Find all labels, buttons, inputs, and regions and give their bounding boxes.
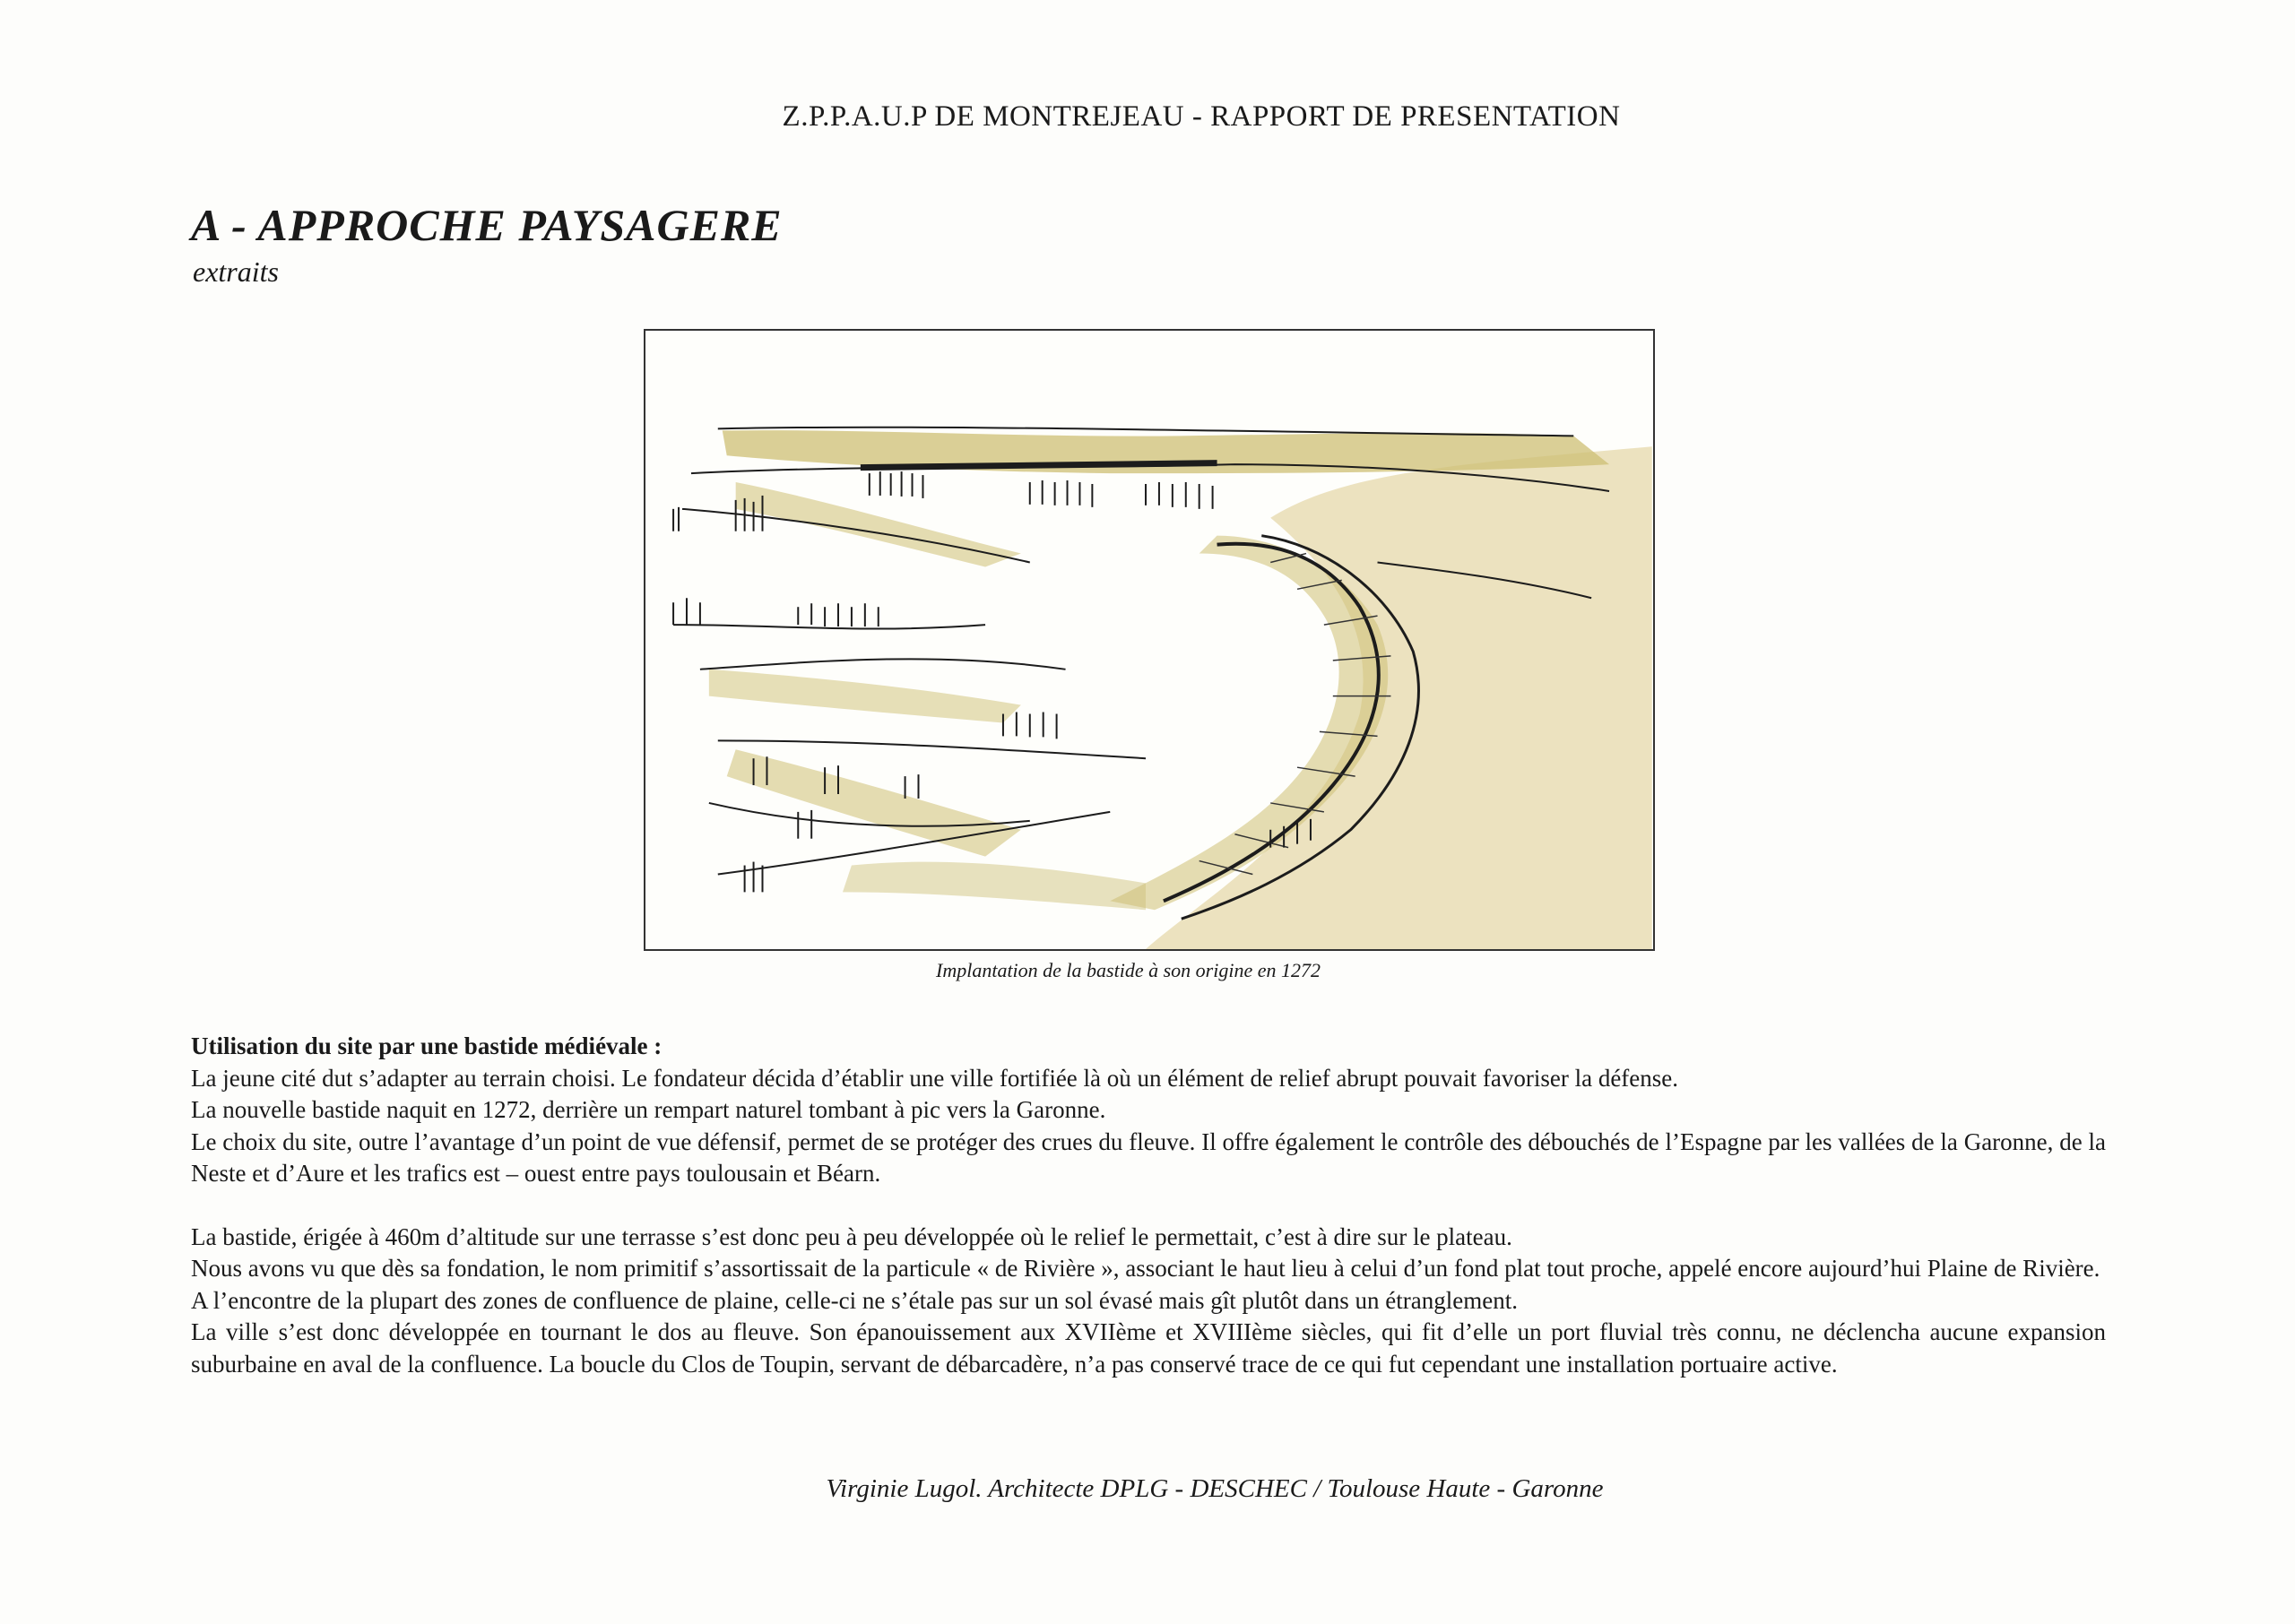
paragraph: A l’encontre de la plupart des zones de confluence de plaine, celle-ci ne s’étale pas sur un sol évasé mais gît plutôt dans un étranglement. (191, 1286, 1518, 1314)
paragraph-gap (191, 1190, 2106, 1222)
section-title: A - APPROCHE PAYSAGERE (191, 200, 783, 250)
landscape-sketch (644, 329, 1655, 951)
paragraph: La ville s’est donc développée en tournant le dos au fleuve. Son épanouissement aux XVIIème et XVIIIème siècles, qui fit d’elle un port fluvial très connu, ne déclencha aucune expansion suburbaine en aval de la confluence. La boucle du Clos de Toupin, servant de débarcadère, n’a pas conservé trace de ce qui fut cependant une installation portuaire active. (191, 1318, 2106, 1378)
sketch-drawing (645, 331, 1653, 949)
signature: Virginie Lugol. Architecte DPLG - DESCHEC / Toulouse Haute - Garonne (826, 1474, 1604, 1503)
figure-caption: Implantation de la bastide à son origine en 1272 (936, 959, 1321, 981)
page-header (0, 100, 2295, 134)
header-title: Z.P.P.A.U.P DE MONTREJEAU - RAPPORT DE PRESENTATION (782, 100, 1621, 133)
paragraph: La bastide, érigée à 460m d’altitude sur une terrasse s’est donc peu à peu développée où le relief le permettait, c’est à dire sur le plateau. (191, 1222, 1512, 1250)
body-text (191, 1031, 2106, 1380)
section-subtitle: extraits (193, 255, 279, 288)
paragraph: Le choix du site, outre l’avantage d’un point de vue défensif, permet de se protéger des crues du fleuve. Il offre également le contrôle des débouchés de l’Espagne par les vallées de la Garonne, de la Neste et d’Aure et les trafics est – ouest entre pays toulousain et Béarn. (191, 1127, 2106, 1187)
paragraph: La nouvelle bastide naquit en 1272, derrière un rempart naturel tombant à pic vers la Garonne. (191, 1096, 1106, 1123)
paragraph: La jeune cité dut s’adapter au terrain choisi. Le fondateur décida d’établir une ville fortifiée là où un élément de relief abrupt pouvait favoriser la défense. (191, 1064, 1679, 1092)
body-heading: Utilisation du site par une bastide médiévale : (191, 1032, 663, 1059)
paragraph: Nous avons vu que dès sa fondation, le nom primitif s’assortissait de la particule « de Rivière », associant le haut lieu à celui d’un fond plat tout proche, appelé encore aujourd’hui Plaine de Rivière. (191, 1255, 2100, 1282)
